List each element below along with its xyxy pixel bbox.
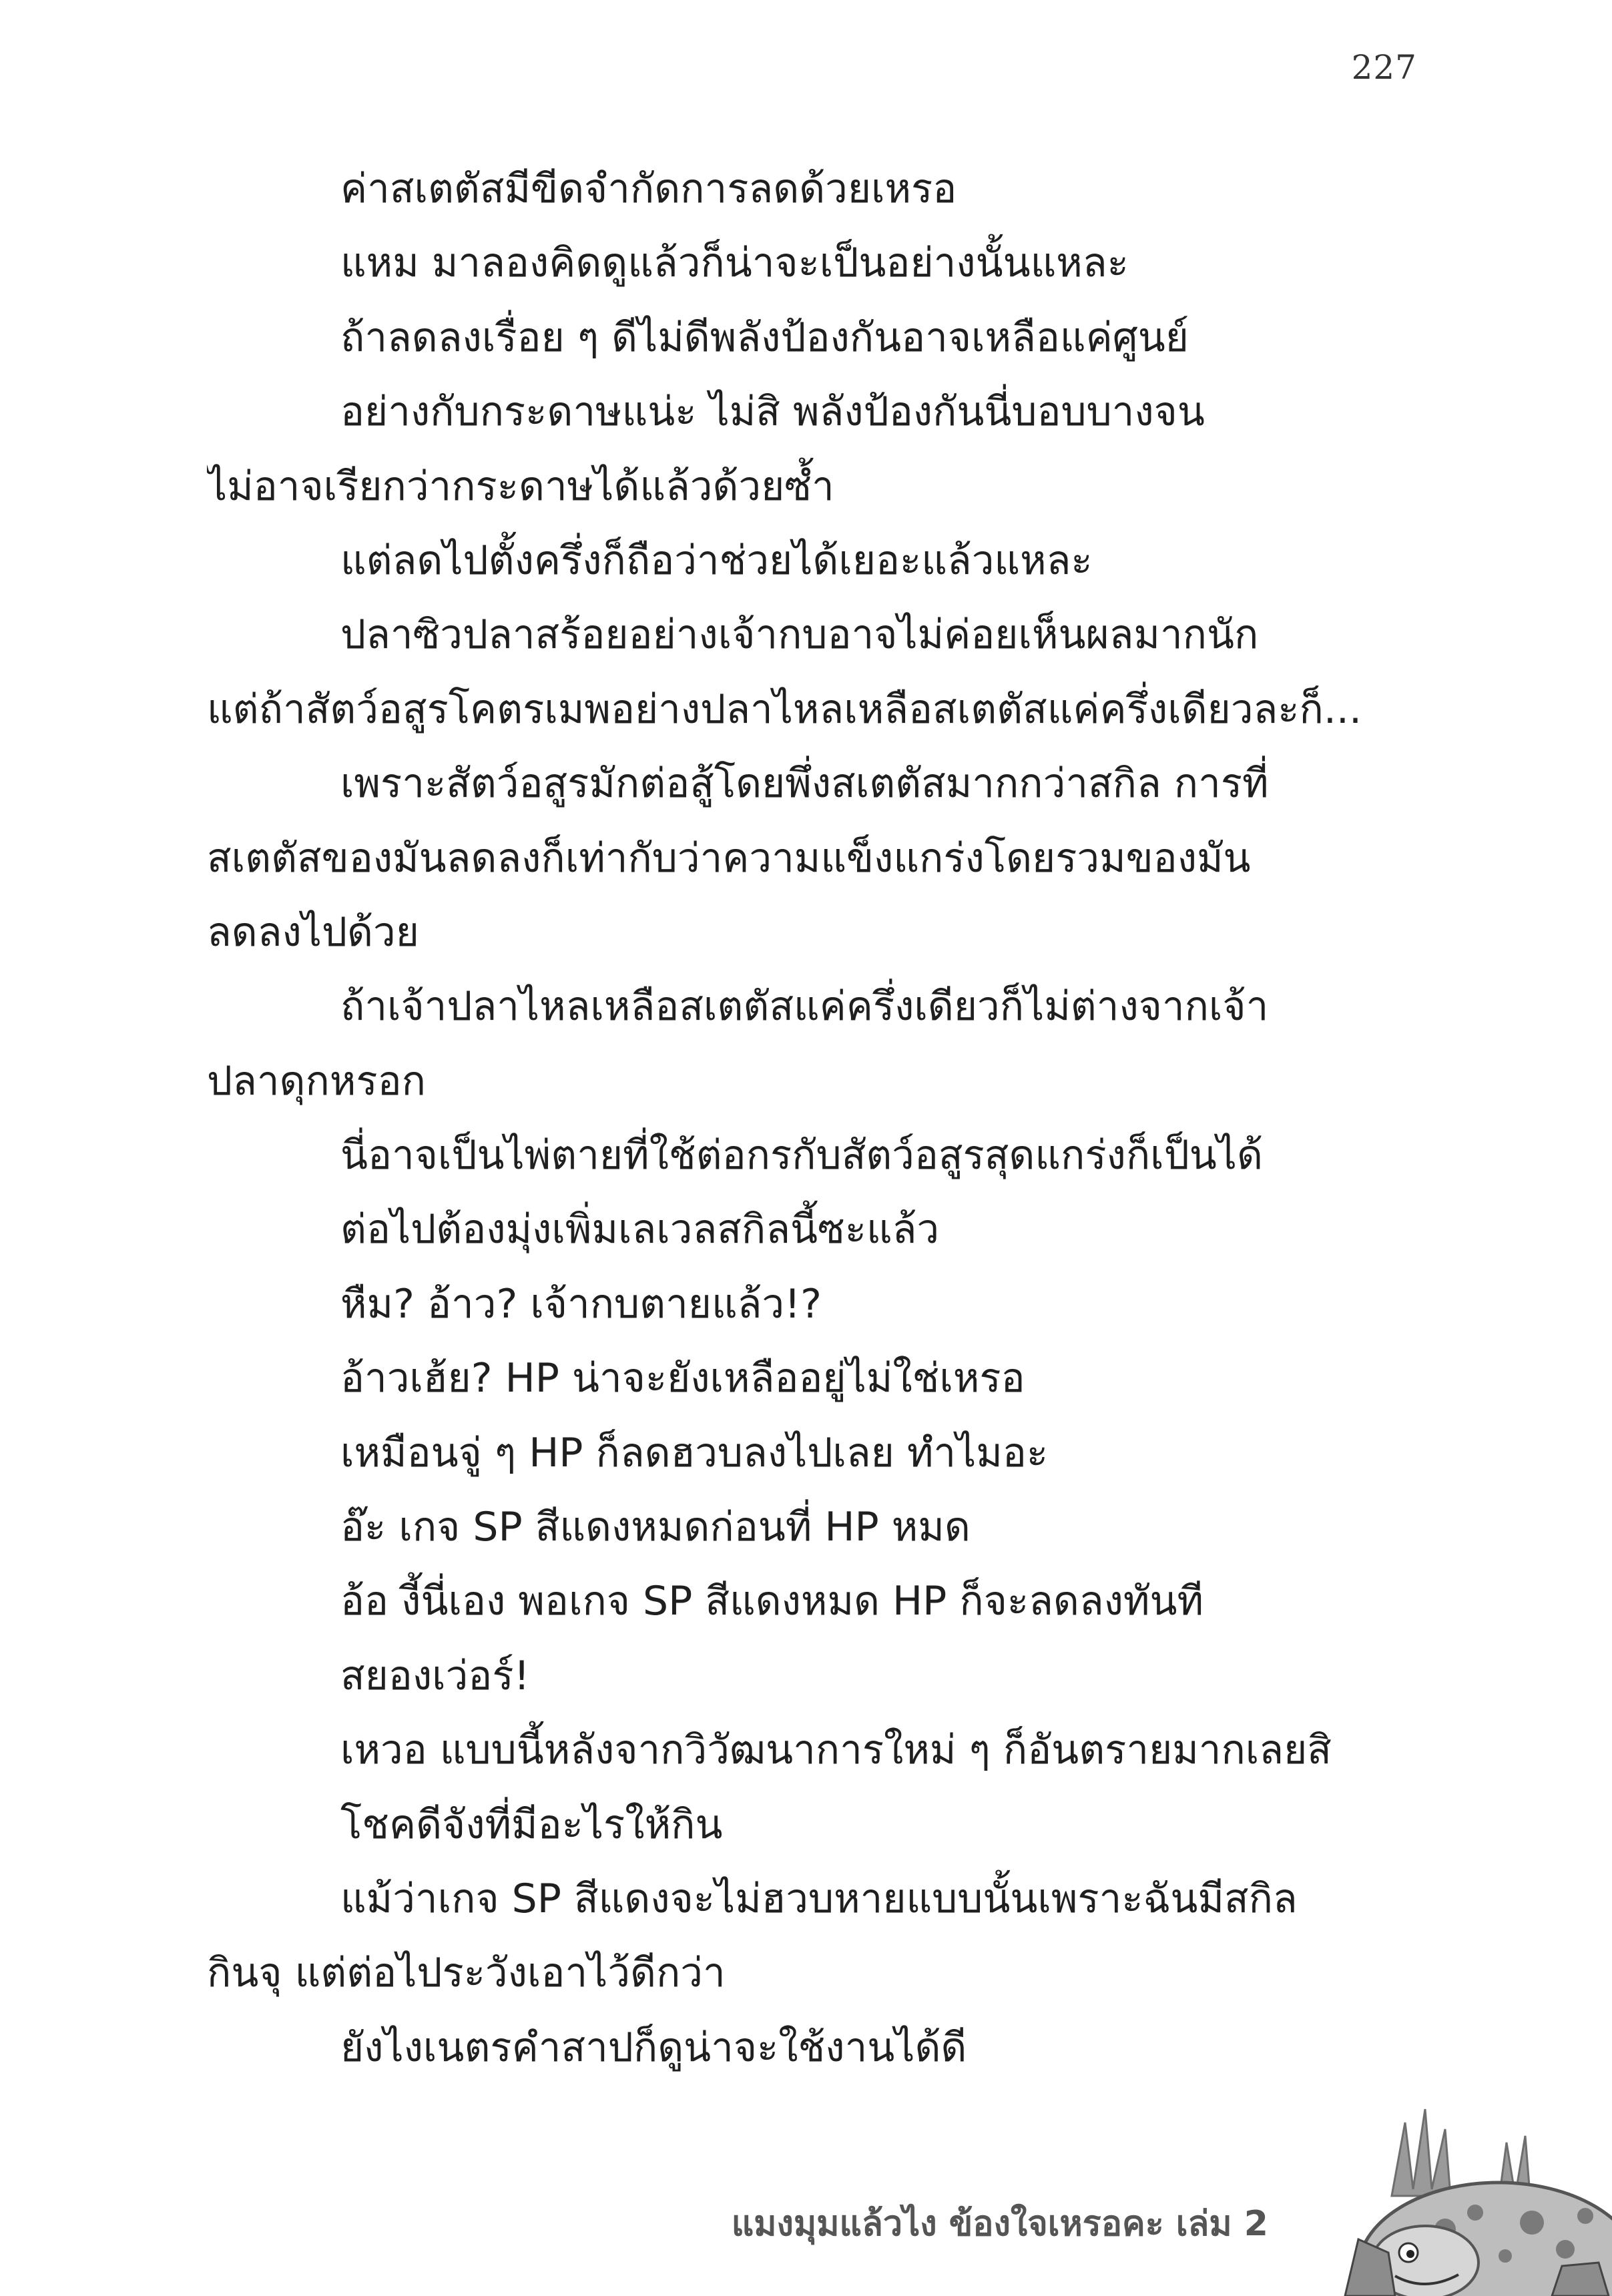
text-line: ต่อไปต้องมุ่งเพิ่มเลเวลสกิลนี้ซะแล้ว [340,1206,940,1253]
text-line: ถ้าลดลงเรื่อย ๆ ดีไม่ดีพลังป้องกันอาจเหลือแค่ศูนย์ [340,314,1189,361]
text-line: แม้ว่าเกจ SP สีแดงจะไม่ฮวบหายแบบนั้นเพราะฉันมีสกิล [340,1875,1298,1922]
text-line: หืม? อ้าว? เจ้ากบตายแล้ว!? [340,1280,822,1328]
text-line: เหวอ แบบนี้หลังจากวิวัฒนาการใหม่ ๆ ก็อันตรายมากเลยสิ [340,1727,1332,1774]
text-line: สยองเว่อร์! [340,1652,530,1699]
text-line: แหม มาลองคิดดูแล้วก็น่าจะเป็นอย่างนั้นแหละ [340,240,1129,287]
text-line: อ้าวเฮ้ย? HP น่าจะยังเหลืออยู่ไม่ใช่เหรอ [340,1355,1025,1402]
text-line: ปลาซิวปลาสร้อยอย่างเจ้ากบอาจไม่ค่อยเห็นผลมากนัก [340,611,1259,659]
text-line: อ้อ งี้นี่เอง พอเกจ SP สีแดงหมด HP ก็จะลดลงทันที [340,1578,1204,1625]
page-number: 227 [1351,48,1417,87]
text-line: สเตตัสของมันลดลงก็เท่ากับว่าความแข็งแกร่งโดยรวมของมัน [207,834,1251,882]
frog-monster-illustration-icon [1332,2096,1612,2296]
text-line: ปลาดุกหรอก [207,1057,426,1105]
footer-book-title: แมงมุมแล้วไง ข้องใจเหรอคะ เล่ม 2 [731,2204,1268,2244]
text-line: ลดลงไปด้วย [207,908,419,956]
text-line: ถ้าเจ้าปลาไหลเหลือสเตตัสแค่ครึ่งเดียวก็ไม่ต่างจากเจ้า [340,983,1269,1031]
text-line: แต่ลดไปตั้งครึ่งก็ถือว่าช่วยได้เยอะแล้วแหละ [340,537,1093,584]
text-line: แต่ถ้าสัตว์อสูรโคตรเมพอย่างปลาไหลเหลือสเตตัสแค่ครึ่งเดียวละก็... [207,685,1362,733]
text-line: ค่าสเตตัสมีขีดจำกัดการลดด้วยเหรอ [340,166,957,212]
text-line: เหมือนจู่ ๆ HP ก็ลดฮวบลงไปเลย ทำไมอะ [340,1429,1049,1476]
text-line: อ๊ะ เกจ SP สีแดงหมดก่อนที่ HP หมด [340,1504,971,1551]
text-line: ยังไงเนตรคำสาปก็ดูน่าจะใช้งานได้ดี [340,2024,967,2071]
text-line: กินจุ แต่ต่อไประวังเอาไว้ดีกว่า [207,1950,726,1997]
text-line: เพราะสัตว์อสูรมักต่อสู้โดยพึ่งสเตตัสมากกว่าสกิล การที่ [340,760,1269,808]
body-text [207,152,1412,2085]
text-line: นี่อาจเป็นไพ่ตายที่ใช้ต่อกรกับสัตว์อสูรสุดแกร่งก็เป็นได้ [340,1132,1263,1179]
text-line: ไม่อาจเรียกว่ากระดาษได้แล้วด้วยซ้ำ [207,463,834,510]
text-line: โชคดีจังที่มีอะไรให้กิน [340,1801,723,1848]
text-line: อย่างกับกระดาษแน่ะ ไม่สิ พลังป้องกันนี่บอบบางจน [340,388,1205,436]
